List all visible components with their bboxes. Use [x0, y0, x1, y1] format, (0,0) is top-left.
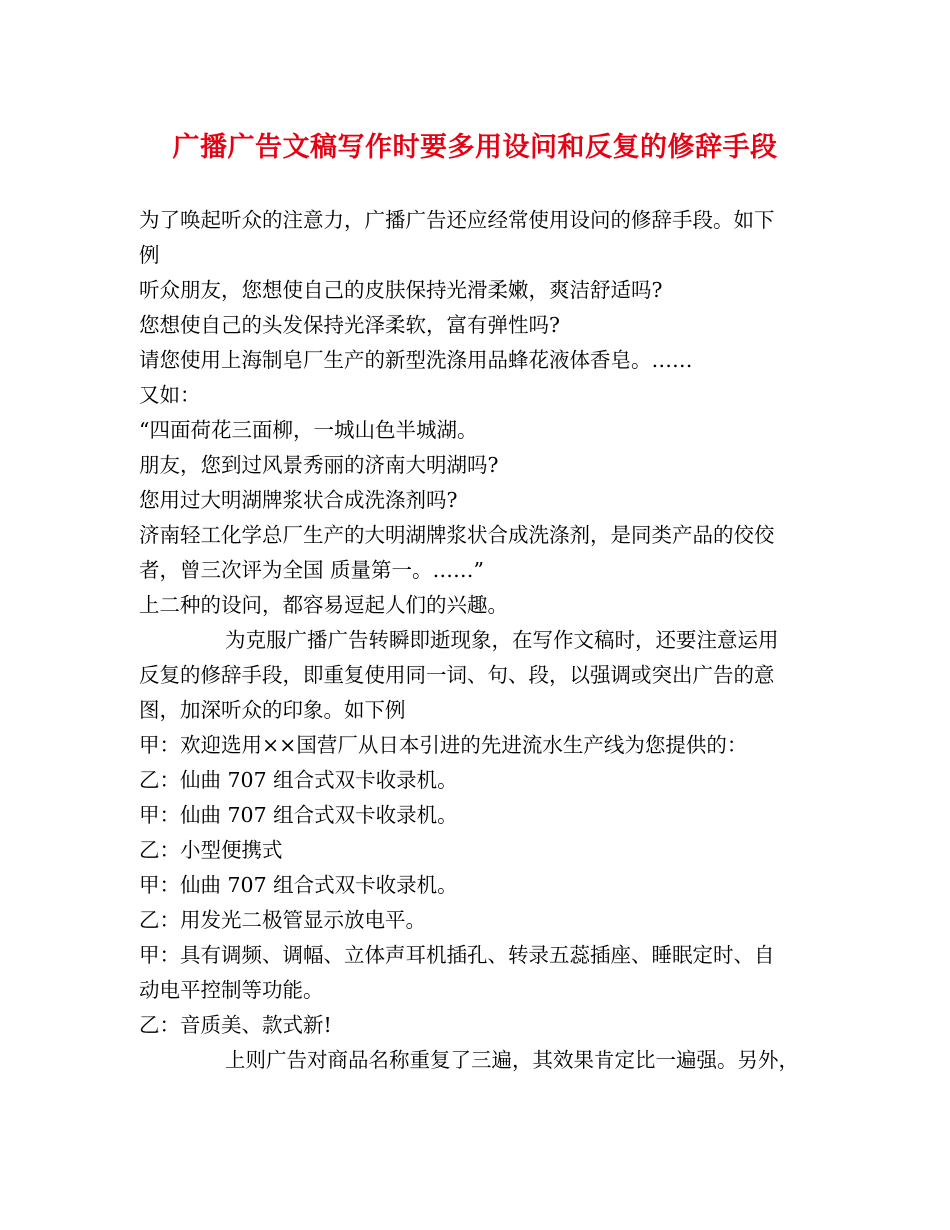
document-title: 广播广告文稿写作时要多用设问和反复的修辞手段 — [172, 132, 778, 163]
paragraph-line: 您想使自己的头发保持光泽柔软，富有弹性吗? — [139, 313, 560, 337]
paragraph-line: 为克服广播广告转瞬即逝现象，在写作文稿时，还要注意运用 — [225, 628, 779, 652]
paragraph-line: 图，加深听众的印象。如下例 — [139, 698, 406, 722]
paragraph-line: 乙：用发光二极管显示放电平。 — [139, 908, 426, 932]
paragraph-line: 听众朋友，您想使自己的皮肤保持光滑柔嫩，爽洁舒适吗? — [139, 278, 663, 302]
paragraph-line: 济南轻工化学总厂生产的大明湖牌浆状合成洗涤剂，是同类产品的佼佼 — [139, 523, 775, 547]
paragraph-line: “四面荷花三面柳，一城山色半城湖。 — [139, 418, 478, 442]
paragraph-line: 上二种的设问，都容易逗起人们的兴趣。 — [139, 593, 508, 617]
paragraph-line: 上则广告对商品名称重复了三遍，其效果肯定比一遍强。另外， — [225, 1048, 799, 1072]
paragraph-line: 动电平控制等功能。 — [139, 978, 324, 1002]
paragraph-line: 请您使用上海制皂厂生产的新型洗涤用品蜂花液体香皂。…… — [139, 348, 693, 372]
paragraph-line: 乙：音质美、款式新! — [139, 1013, 332, 1037]
paragraph-line: 您用过大明湖牌浆状合成洗涤剂吗? — [139, 488, 458, 512]
paragraph-line: 甲：具有调频、调幅、立体声耳机插孔、转录五蕊插座、睡眠定时、自 — [139, 943, 775, 967]
paragraph-line: 为了唤起听众的注意力，广播广告还应经常使用设问的修辞手段。如下 — [139, 208, 775, 232]
paragraph-line: 者，曾三次评为全国 质量第一。……” — [139, 558, 484, 582]
paragraph-line: 甲：欢迎选用××国营厂从日本引进的先进流水生产线为您提供的： — [139, 733, 748, 757]
document-body — [139, 203, 819, 1078]
paragraph-line: 例 — [139, 243, 160, 267]
paragraph-line: 甲：仙曲 707 组合式双卡收录机。 — [139, 803, 458, 827]
paragraph-line: 乙：小型便携式 — [139, 838, 283, 862]
paragraph-line: 反复的修辞手段，即重复使用同一词、句、段，以强调或突出广告的意 — [139, 663, 775, 687]
paragraph-line: 乙：仙曲 707 组合式双卡收录机。 — [139, 768, 458, 792]
paragraph-line: 甲：仙曲 707 组合式双卡收录机。 — [139, 873, 458, 897]
paragraph-line: 朋友，您到过风景秀丽的济南大明湖吗? — [139, 453, 499, 477]
paragraph-line: 又如： — [139, 383, 201, 407]
